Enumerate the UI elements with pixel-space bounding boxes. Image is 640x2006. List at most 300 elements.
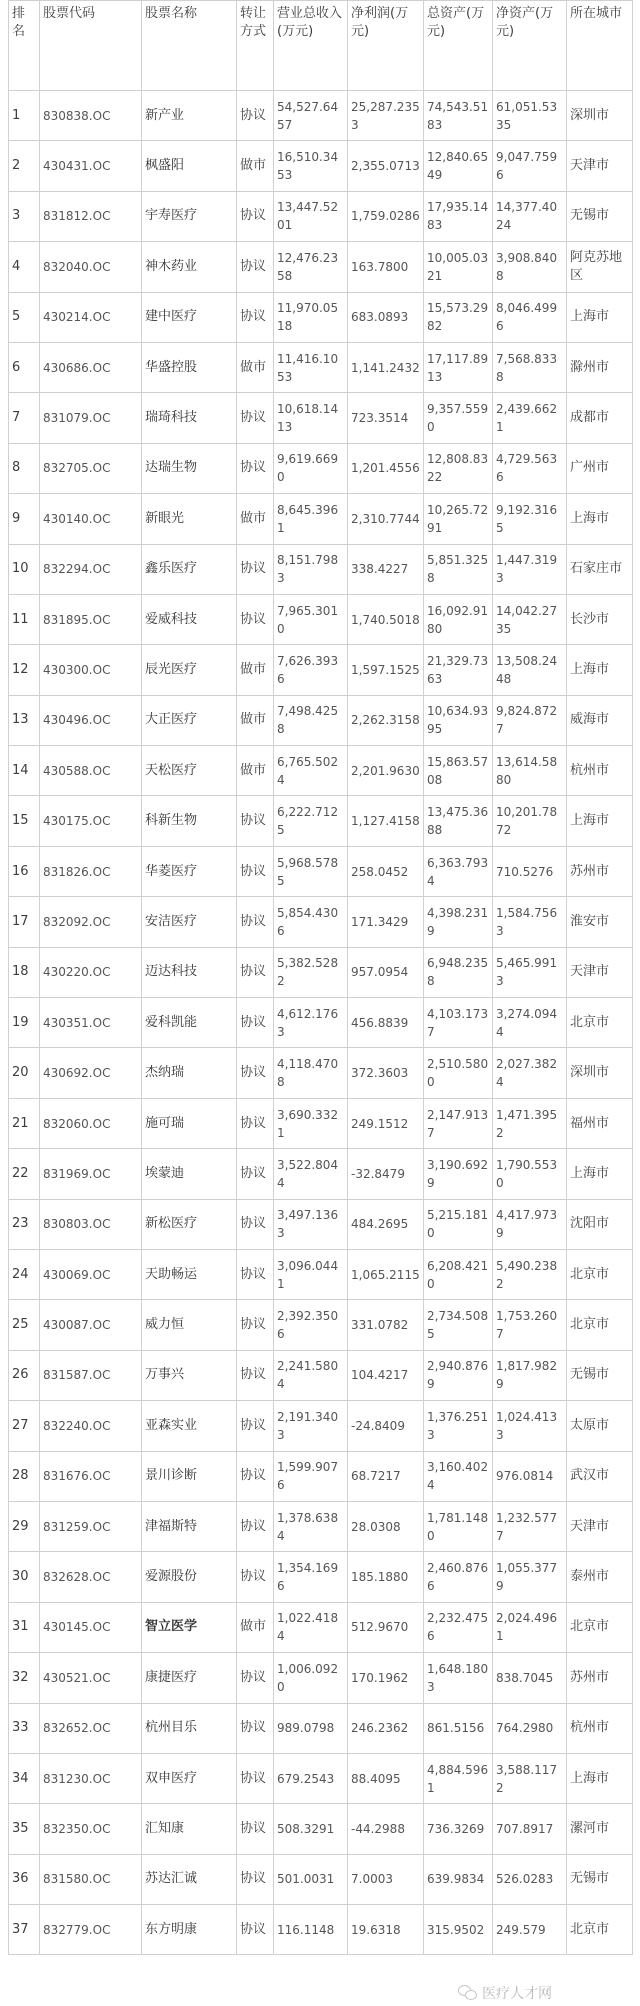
cell-rank: 11: [9, 594, 40, 644]
cell-transfer-mode: 协议: [237, 1300, 274, 1350]
cell-net-assets: 9,047.7596: [493, 141, 567, 191]
cell-net-profit: -44.2988: [348, 1804, 424, 1854]
cell-transfer-mode: 协议: [237, 1552, 274, 1602]
cell-transfer-mode: 协议: [237, 1804, 274, 1854]
cell-net-profit: 19.6318: [348, 1905, 424, 1955]
cell-net-assets: 13,614.5880: [493, 746, 567, 796]
cell-rank: 16: [9, 846, 40, 896]
cell-net-profit: 185.1880: [348, 1552, 424, 1602]
cell-rank: 31: [9, 1602, 40, 1652]
cell-city: 上海市: [567, 292, 633, 342]
cell-city: 苏州市: [567, 1653, 633, 1703]
watermark-text: 医疗人才网: [482, 1986, 552, 2002]
cell-revenue: 1,354.1696: [274, 1552, 348, 1602]
cell-city: 北京市: [567, 1602, 633, 1652]
cell-revenue: 5,968.5785: [274, 846, 348, 896]
cell-city: 泰州市: [567, 1552, 633, 1602]
cell-stock-code: 430521.OC: [40, 1653, 142, 1703]
header-rank: 排名: [9, 1, 40, 91]
cell-transfer-mode: 协议: [237, 594, 274, 644]
cell-stock-code: 430140.OC: [40, 494, 142, 544]
table-row: [9, 1602, 633, 1652]
cell-net-assets: 526.0283: [493, 1854, 567, 1904]
cell-stock-code: 832040.OC: [40, 242, 142, 292]
cell-transfer-mode: 做市: [237, 645, 274, 695]
cell-stock-name: 万事兴: [142, 1350, 237, 1400]
table-row: [9, 91, 633, 141]
table-header-row: [9, 1, 633, 91]
cell-total-assets: 6,208.4210: [424, 1249, 493, 1299]
cell-revenue: 1,378.6384: [274, 1501, 348, 1551]
cell-net-profit: 331.0782: [348, 1300, 424, 1350]
cell-rank: 8: [9, 443, 40, 493]
cell-stock-code: 831580.OC: [40, 1854, 142, 1904]
cell-stock-code: 430686.OC: [40, 342, 142, 392]
cell-net-assets: 1,055.3779: [493, 1552, 567, 1602]
cell-transfer-mode: 协议: [237, 1905, 274, 1955]
cell-stock-code: 831079.OC: [40, 393, 142, 443]
cell-rank: 30: [9, 1552, 40, 1602]
cell-stock-name: 迈达科技: [142, 947, 237, 997]
cell-stock-name: 杭州目乐: [142, 1703, 237, 1753]
cell-city: 北京市: [567, 1249, 633, 1299]
cell-total-assets: 1,648.1803: [424, 1653, 493, 1703]
cell-rank: 10: [9, 544, 40, 594]
cell-rank: 7: [9, 393, 40, 443]
cell-net-profit: 2,201.9630: [348, 746, 424, 796]
cell-city: 漯河市: [567, 1804, 633, 1854]
cell-transfer-mode: 协议: [237, 1501, 274, 1551]
cell-revenue: 5,382.5282: [274, 947, 348, 997]
cell-net-assets: 1,753.2607: [493, 1300, 567, 1350]
cell-total-assets: 2,232.4756: [424, 1602, 493, 1652]
cell-revenue: 116.1148: [274, 1905, 348, 1955]
cell-net-profit: 249.1512: [348, 1098, 424, 1148]
table-row: [9, 141, 633, 191]
table-row: [9, 1149, 633, 1199]
cell-revenue: 8,151.7983: [274, 544, 348, 594]
cell-city: 上海市: [567, 1149, 633, 1199]
cell-rank: 5: [9, 292, 40, 342]
cell-net-assets: 13,508.2448: [493, 645, 567, 695]
cell-stock-code: 430175.OC: [40, 796, 142, 846]
cell-revenue: 13,447.5201: [274, 191, 348, 241]
cell-city: 阿克苏地区: [567, 242, 633, 292]
cell-transfer-mode: 协议: [237, 1149, 274, 1199]
cell-revenue: 10,618.1413: [274, 393, 348, 443]
table-row: [9, 292, 633, 342]
cell-revenue: 679.2543: [274, 1753, 348, 1803]
cell-net-assets: 7,568.8338: [493, 342, 567, 392]
table-row: [9, 1753, 633, 1803]
cell-transfer-mode: 协议: [237, 897, 274, 947]
cell-net-profit: 1,127.4158: [348, 796, 424, 846]
cell-total-assets: 12,840.6549: [424, 141, 493, 191]
cell-net-assets: 838.7045: [493, 1653, 567, 1703]
cell-stock-code: 831676.OC: [40, 1451, 142, 1501]
header-transfer-mode: 转让方式: [237, 1, 274, 91]
cell-revenue: 989.0798: [274, 1703, 348, 1753]
cell-revenue: 1,022.4184: [274, 1602, 348, 1652]
cell-net-assets: 2,024.4961: [493, 1602, 567, 1652]
cell-net-profit: 1,597.1525: [348, 645, 424, 695]
table-row: [9, 393, 633, 443]
cell-net-profit: 25,287.2353: [348, 91, 424, 141]
cell-stock-name: 东方明康: [142, 1905, 237, 1955]
cell-stock-code: 831259.OC: [40, 1501, 142, 1551]
table-row: [9, 947, 633, 997]
cell-rank: 24: [9, 1249, 40, 1299]
header-stock-name: 股票名称: [142, 1, 237, 91]
cell-revenue: 16,510.3453: [274, 141, 348, 191]
cell-stock-code: 430220.OC: [40, 947, 142, 997]
cell-city: 上海市: [567, 494, 633, 544]
cell-stock-name: 达瑞生物: [142, 443, 237, 493]
table-row: [9, 1199, 633, 1249]
table-row: [9, 342, 633, 392]
cell-net-assets: 4,729.5636: [493, 443, 567, 493]
cell-stock-name: 爱威科技: [142, 594, 237, 644]
table-row: [9, 1401, 633, 1451]
cell-rank: 15: [9, 796, 40, 846]
cell-city: 太原市: [567, 1401, 633, 1451]
cell-net-assets: 14,377.4024: [493, 191, 567, 241]
cell-net-profit: 246.2362: [348, 1703, 424, 1753]
cell-transfer-mode: 做市: [237, 746, 274, 796]
cell-stock-name: 康捷医疗: [142, 1653, 237, 1703]
cell-transfer-mode: 协议: [237, 796, 274, 846]
cell-total-assets: 10,634.9395: [424, 695, 493, 745]
cell-city: 深圳市: [567, 1048, 633, 1098]
cell-net-profit: 2,310.7744: [348, 494, 424, 544]
cell-city: 苏州市: [567, 846, 633, 896]
cell-revenue: 3,522.8044: [274, 1149, 348, 1199]
table-row: [9, 191, 633, 241]
cell-transfer-mode: 做市: [237, 342, 274, 392]
cell-total-assets: 861.5156: [424, 1703, 493, 1753]
cell-net-profit: 2,355.0713: [348, 141, 424, 191]
header-net-profit: 净利润(万元): [348, 1, 424, 91]
cell-revenue: 501.0031: [274, 1854, 348, 1904]
table-row: [9, 1098, 633, 1148]
cell-revenue: 7,626.3936: [274, 645, 348, 695]
cell-net-profit: 68.7217: [348, 1451, 424, 1501]
cell-total-assets: 13,475.3688: [424, 796, 493, 846]
cell-transfer-mode: 协议: [237, 846, 274, 896]
cell-net-profit: 1,740.5018: [348, 594, 424, 644]
table-row: [9, 1451, 633, 1501]
table-row: [9, 897, 633, 947]
cell-rank: 25: [9, 1300, 40, 1350]
table-row: [9, 846, 633, 896]
cell-revenue: 3,497.1363: [274, 1199, 348, 1249]
cell-revenue: 1,006.0920: [274, 1653, 348, 1703]
cell-net-assets: 14,042.2735: [493, 594, 567, 644]
table-row: [9, 494, 633, 544]
cell-city: 淮安市: [567, 897, 633, 947]
cell-transfer-mode: 协议: [237, 1401, 274, 1451]
cell-net-assets: 1,817.9829: [493, 1350, 567, 1400]
cell-total-assets: 15,573.2982: [424, 292, 493, 342]
cell-transfer-mode: 协议: [237, 292, 274, 342]
cell-transfer-mode: 做市: [237, 695, 274, 745]
cell-total-assets: 2,147.9137: [424, 1098, 493, 1148]
cell-stock-code: 831969.OC: [40, 1149, 142, 1199]
cell-net-assets: 707.8917: [493, 1804, 567, 1854]
table-row: [9, 746, 633, 796]
table-row: [9, 1048, 633, 1098]
cell-revenue: 4,118.4708: [274, 1048, 348, 1098]
cell-stock-name: 双申医疗: [142, 1753, 237, 1803]
cell-total-assets: 5,215.1810: [424, 1199, 493, 1249]
cell-rank: 6: [9, 342, 40, 392]
cell-total-assets: 9,357.5590: [424, 393, 493, 443]
cell-transfer-mode: 协议: [237, 242, 274, 292]
cell-net-assets: 5,465.9913: [493, 947, 567, 997]
cell-stock-code: 430214.OC: [40, 292, 142, 342]
cell-total-assets: 74,543.5183: [424, 91, 493, 141]
cell-net-profit: 512.9670: [348, 1602, 424, 1652]
cell-total-assets: 5,851.3258: [424, 544, 493, 594]
cell-revenue: 7,965.3010: [274, 594, 348, 644]
cell-stock-name: 宇寿医疗: [142, 191, 237, 241]
cell-revenue: 3,096.0441: [274, 1249, 348, 1299]
cell-rank: 34: [9, 1753, 40, 1803]
cell-stock-name: 大正医疗: [142, 695, 237, 745]
cell-net-profit: 372.3603: [348, 1048, 424, 1098]
cell-transfer-mode: 协议: [237, 1703, 274, 1753]
cell-total-assets: 3,160.4024: [424, 1451, 493, 1501]
cell-rank: 13: [9, 695, 40, 745]
cell-transfer-mode: 协议: [237, 1350, 274, 1400]
cell-stock-name: 辰光医疗: [142, 645, 237, 695]
table-row: [9, 998, 633, 1048]
cell-revenue: 508.3291: [274, 1804, 348, 1854]
cell-transfer-mode: 协议: [237, 191, 274, 241]
cell-stock-name: 苏达汇诚: [142, 1854, 237, 1904]
cell-stock-code: 832240.OC: [40, 1401, 142, 1451]
cell-rank: 21: [9, 1098, 40, 1148]
cell-net-assets: 5,490.2382: [493, 1249, 567, 1299]
cell-total-assets: 4,884.5961: [424, 1753, 493, 1803]
cell-stock-name: 景川诊断: [142, 1451, 237, 1501]
cell-net-assets: 3,274.0944: [493, 998, 567, 1048]
cell-stock-code: 430069.OC: [40, 1249, 142, 1299]
header-net-assets: 净资产(万元): [493, 1, 567, 91]
cell-net-assets: 8,046.4996: [493, 292, 567, 342]
cell-net-profit: 1,201.4556: [348, 443, 424, 493]
cell-stock-code: 832628.OC: [40, 1552, 142, 1602]
cell-revenue: 2,241.5804: [274, 1350, 348, 1400]
cell-net-profit: 456.8839: [348, 998, 424, 1048]
cell-net-assets: 764.2980: [493, 1703, 567, 1753]
cell-transfer-mode: 协议: [237, 1753, 274, 1803]
cell-stock-name: 枫盛阳: [142, 141, 237, 191]
table-row: [9, 544, 633, 594]
cell-transfer-mode: 协议: [237, 947, 274, 997]
table-row: [9, 443, 633, 493]
cell-stock-name: 天松医疗: [142, 746, 237, 796]
cell-city: 成都市: [567, 393, 633, 443]
cell-rank: 26: [9, 1350, 40, 1400]
cell-rank: 35: [9, 1804, 40, 1854]
cell-net-assets: 1,232.5777: [493, 1501, 567, 1551]
table-row: [9, 1350, 633, 1400]
cell-transfer-mode: 做市: [237, 141, 274, 191]
cell-rank: 12: [9, 645, 40, 695]
cell-net-profit: 1,759.0286: [348, 191, 424, 241]
cell-transfer-mode: 协议: [237, 393, 274, 443]
cell-stock-name: 威力恒: [142, 1300, 237, 1350]
cell-stock-code: 832092.OC: [40, 897, 142, 947]
cell-rank: 1: [9, 91, 40, 141]
cell-stock-code: 831895.OC: [40, 594, 142, 644]
cell-stock-code: 831230.OC: [40, 1753, 142, 1803]
cell-stock-code: 832350.OC: [40, 1804, 142, 1854]
cell-net-profit: 7.0003: [348, 1854, 424, 1904]
cell-stock-code: 830803.OC: [40, 1199, 142, 1249]
table-row: [9, 1300, 633, 1350]
table-row: [9, 1905, 633, 1955]
table-row: [9, 645, 633, 695]
cell-net-profit: 88.4095: [348, 1753, 424, 1803]
cell-net-profit: 1,141.2432: [348, 342, 424, 392]
cell-stock-name: 天助畅运: [142, 1249, 237, 1299]
cell-stock-name: 华盛控股: [142, 342, 237, 392]
cell-rank: 27: [9, 1401, 40, 1451]
cell-city: 无锡市: [567, 1350, 633, 1400]
cell-total-assets: 2,460.8766: [424, 1552, 493, 1602]
cell-total-assets: 1,781.1480: [424, 1501, 493, 1551]
cell-rank: 37: [9, 1905, 40, 1955]
cell-rank: 36: [9, 1854, 40, 1904]
header-revenue: 营业总收入(万元): [274, 1, 348, 91]
cell-stock-name: 新眼光: [142, 494, 237, 544]
cell-city: 上海市: [567, 645, 633, 695]
cell-revenue: 2,392.3506: [274, 1300, 348, 1350]
cell-transfer-mode: 协议: [237, 544, 274, 594]
cell-transfer-mode: 协议: [237, 443, 274, 493]
cell-revenue: 11,970.0518: [274, 292, 348, 342]
cell-net-assets: 3,588.1172: [493, 1753, 567, 1803]
cell-rank: 20: [9, 1048, 40, 1098]
cell-net-profit: 163.7800: [348, 242, 424, 292]
cell-rank: 18: [9, 947, 40, 997]
cell-net-assets: 3,908.8408: [493, 242, 567, 292]
cell-stock-name: 瑞琦科技: [142, 393, 237, 443]
cell-city: 沈阳市: [567, 1199, 633, 1249]
cell-city: 威海市: [567, 695, 633, 745]
cell-net-assets: 976.0814: [493, 1451, 567, 1501]
cell-stock-code: 832705.OC: [40, 443, 142, 493]
cell-rank: 4: [9, 242, 40, 292]
cell-rank: 28: [9, 1451, 40, 1501]
cell-net-assets: 4,417.9739: [493, 1199, 567, 1249]
table-row: [9, 1249, 633, 1299]
table-row: [9, 695, 633, 745]
cell-city: 石家庄市: [567, 544, 633, 594]
cell-revenue: 6,222.7125: [274, 796, 348, 846]
table-row: [9, 1552, 633, 1602]
cell-total-assets: 639.9834: [424, 1854, 493, 1904]
cell-stock-name: 汇知康: [142, 1804, 237, 1854]
cell-stock-code: 430496.OC: [40, 695, 142, 745]
cell-net-profit: 957.0954: [348, 947, 424, 997]
cell-total-assets: 15,863.5708: [424, 746, 493, 796]
wechat-icon: [458, 1985, 478, 2001]
cell-total-assets: 17,935.1483: [424, 191, 493, 241]
cell-rank: 33: [9, 1703, 40, 1753]
cell-stock-code: 832779.OC: [40, 1905, 142, 1955]
cell-revenue: 5,854.4306: [274, 897, 348, 947]
cell-net-profit: 338.4227: [348, 544, 424, 594]
cell-revenue: 4,612.1763: [274, 998, 348, 1048]
cell-stock-name: 安洁医疗: [142, 897, 237, 947]
table-row: [9, 594, 633, 644]
cell-net-profit: -24.8409: [348, 1401, 424, 1451]
cell-net-assets: 9,824.8727: [493, 695, 567, 745]
cell-city: 杭州市: [567, 1703, 633, 1753]
cell-rank: 32: [9, 1653, 40, 1703]
cell-city: 武汉市: [567, 1451, 633, 1501]
cell-total-assets: 2,940.8769: [424, 1350, 493, 1400]
cell-stock-name: 智立医学: [142, 1602, 237, 1652]
cell-transfer-mode: 做市: [237, 494, 274, 544]
cell-net-profit: 28.0308: [348, 1501, 424, 1551]
cell-stock-code: 430431.OC: [40, 141, 142, 191]
cell-city: 天津市: [567, 1501, 633, 1551]
cell-net-assets: 61,051.5335: [493, 91, 567, 141]
cell-stock-name: 杰纳瑞: [142, 1048, 237, 1098]
cell-rank: 17: [9, 897, 40, 947]
cell-net-assets: 1,790.5530: [493, 1149, 567, 1199]
cell-stock-name: 新松医疗: [142, 1199, 237, 1249]
cell-city: 无锡市: [567, 1854, 633, 1904]
cell-stock-name: 鑫乐医疗: [142, 544, 237, 594]
cell-revenue: 3,690.3321: [274, 1098, 348, 1148]
cell-transfer-mode: 协议: [237, 1854, 274, 1904]
cell-city: 天津市: [567, 947, 633, 997]
cell-rank: 22: [9, 1149, 40, 1199]
cell-stock-name: 神木药业: [142, 242, 237, 292]
cell-total-assets: 6,948.2358: [424, 947, 493, 997]
cell-net-assets: 2,439.6621: [493, 393, 567, 443]
cell-net-profit: 723.3514: [348, 393, 424, 443]
cell-city: 无锡市: [567, 191, 633, 241]
cell-stock-name: 爱源股份: [142, 1552, 237, 1602]
cell-city: 上海市: [567, 1753, 633, 1803]
cell-transfer-mode: 做市: [237, 1602, 274, 1652]
cell-stock-name: 亚森实业: [142, 1401, 237, 1451]
cell-net-assets: 1,471.3952: [493, 1098, 567, 1148]
cell-stock-name: 爱科凯能: [142, 998, 237, 1048]
cell-total-assets: 1,376.2513: [424, 1401, 493, 1451]
cell-net-assets: 1,024.4133: [493, 1401, 567, 1451]
cell-stock-code: 430351.OC: [40, 998, 142, 1048]
cell-total-assets: 2,510.5800: [424, 1048, 493, 1098]
table-row: [9, 1653, 633, 1703]
cell-transfer-mode: 协议: [237, 91, 274, 141]
cell-transfer-mode: 协议: [237, 1249, 274, 1299]
cell-stock-name: 施可瑞: [142, 1098, 237, 1148]
cell-city: 杭州市: [567, 746, 633, 796]
cell-city: 长沙市: [567, 594, 633, 644]
cell-city: 上海市: [567, 796, 633, 846]
cell-net-profit: -32.8479: [348, 1149, 424, 1199]
cell-net-assets: 1,447.3193: [493, 544, 567, 594]
cell-total-assets: 10,005.0321: [424, 242, 493, 292]
cell-total-assets: 17,117.8913: [424, 342, 493, 392]
